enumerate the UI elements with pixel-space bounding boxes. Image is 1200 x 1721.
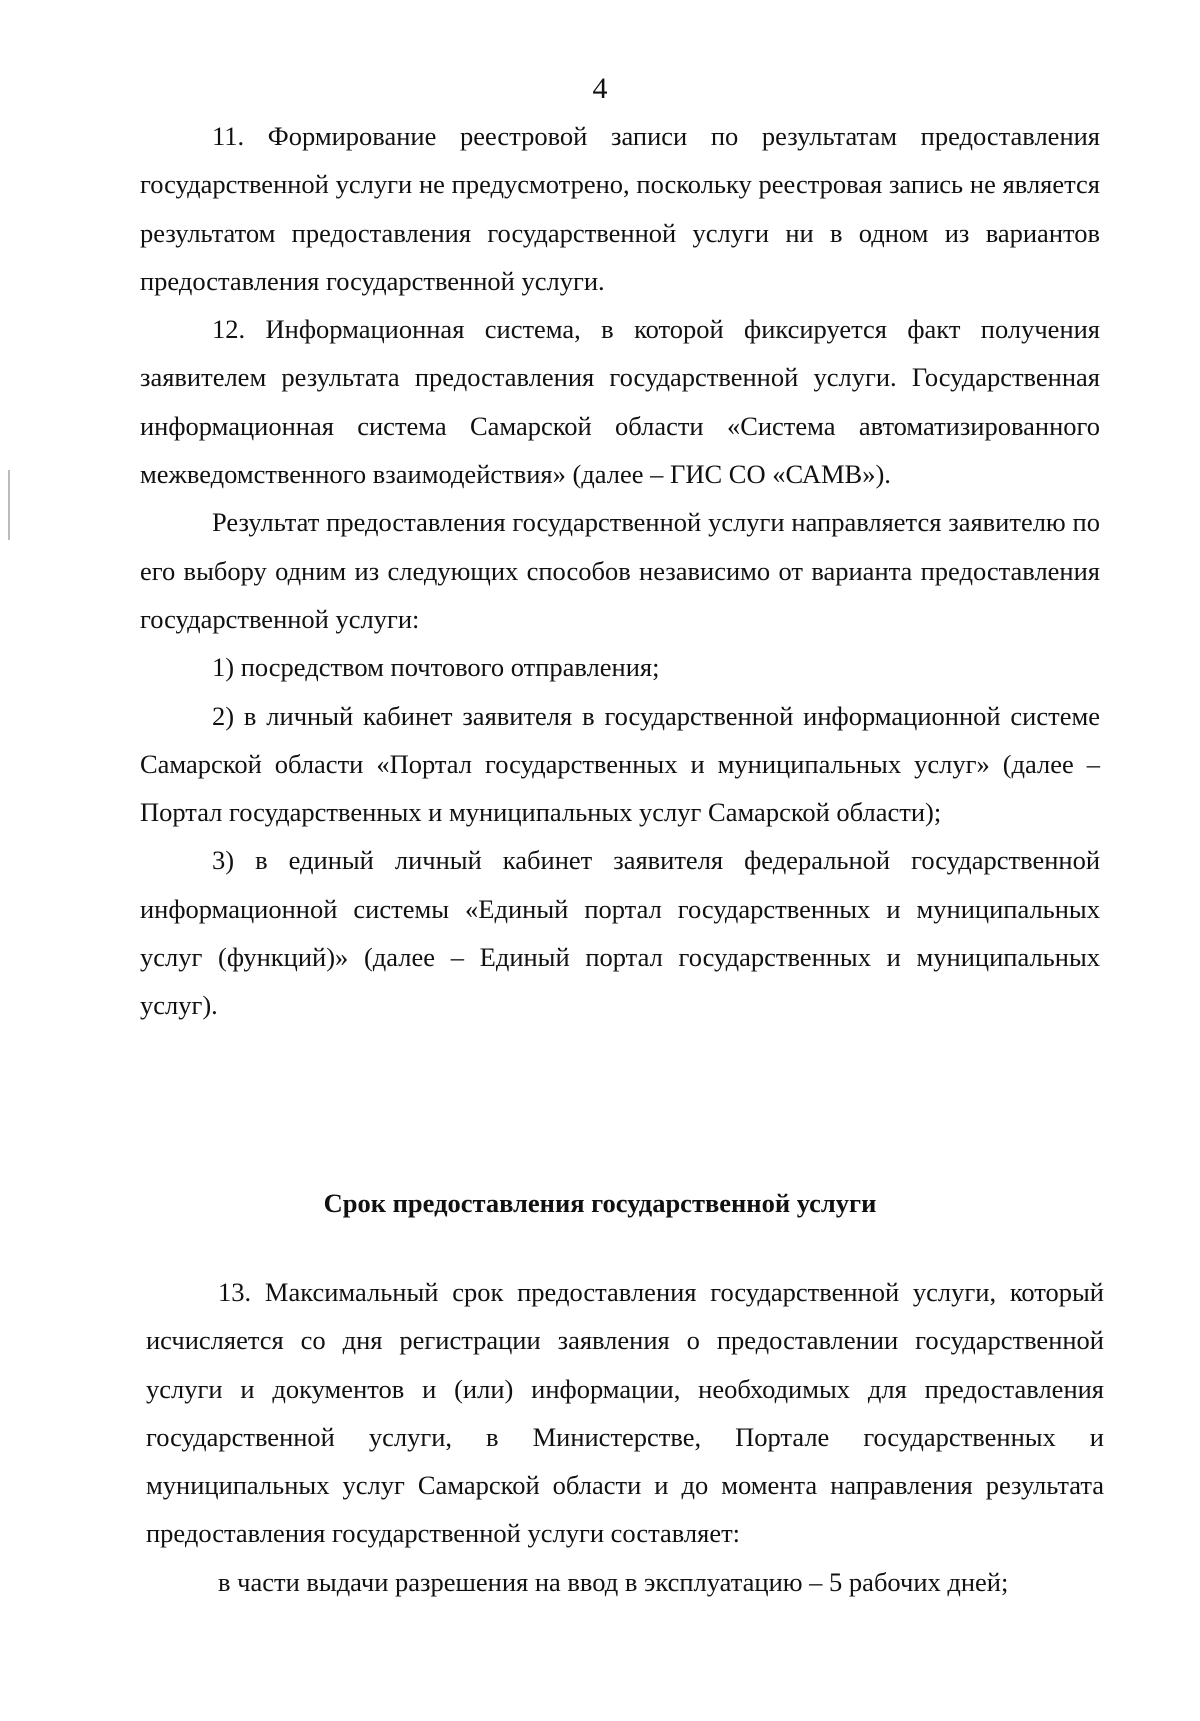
list-item-1: 1) посредством почтового отправления; — [212, 652, 660, 683]
scan-edge-mark — [8, 470, 10, 540]
document-body-continued — [146, 1268, 1104, 1606]
section-heading: Срок предоставления государственной услуги — [323, 1188, 877, 1218]
paragraph-12: 12. Информационная система, в которой фиксируется факт получения заявителем результата предоставления государственной услуги. Государственная информационная система Самарской области «Система автоматизированного межведомственного взаимодействия» (далее – ГИС СО «САМВ»). — [140, 314, 1100, 490]
paragraph-13: 13. Максимальный срок предоставления государственной услуги, который исчисляется со дня регистрации заявления о предоставлении государственной услуги и документов и (или) информации, необходимых для предоставления государственной услуги, в Министерстве, Портале государственных и муниципальных услуг Самарской области и до момента направления результата предоставления государственной услуги составляет: — [146, 1277, 1104, 1549]
document-body — [140, 112, 1100, 1030]
list-item-2: 2) в личный кабинет заявителя в государственной информационной системе Самарской области «Портал государственных и муниципальных услуг» (далее – Портал государственных и муниципальных услуг Самарской области); — [140, 700, 1100, 828]
list-item-3: 3) в единый личный кабинет заявителя федеральной государственной информационной системы «Единый портал государственных и муниципальных услуг (функций)» (далее – Единый портал государственных и муниципальных услуг). — [140, 845, 1100, 1021]
paragraph-11: 11. Формирование реестровой записи по результатам предоставления государственной услуги не предусмотрено, поскольку реестровая запись не является результатом предоставления государственной услуги ни в одном из вариантов предоставления государственной услуги. — [140, 121, 1100, 296]
paragraph-term: в части выдачи разрешения на ввод в эксплуатацию – 5 рабочих дней; — [218, 1566, 1009, 1597]
paragraph-result: Результат предоставления государственной услуги направляется заявителю по его выбору одним из следующих способов независимо от варианта предоставления государственной услуги: — [140, 507, 1100, 634]
page-number: 4 — [592, 72, 608, 105]
